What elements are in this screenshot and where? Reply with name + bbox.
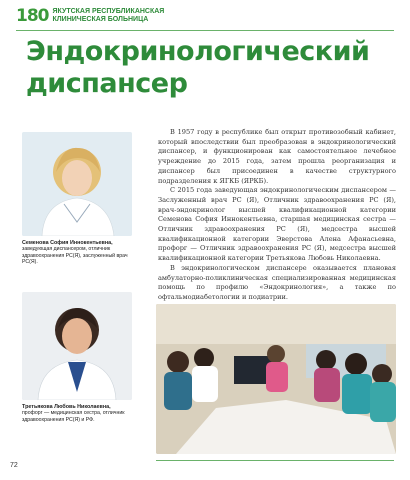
body-paragraph-1: В 1957 году в республике был открыт противозобный кабинет, который впоследствии был преобразован в эндокринологический диспансер, и функционирован как самостоятельное лечебное учреждение до 2015 года, затем прошла реорганизация и диспансер был присоединен в качестве структурного подразделения к ЯГКБ (ЯРКБ). — [158, 128, 396, 185]
portrait-photo-semenova — [22, 132, 132, 236]
logo-line1: ЯКУТСКАЯ РЕСПУБЛИКАНСКАЯ — [52, 8, 165, 15]
header — [16, 6, 164, 30]
staff-group-photo — [156, 304, 396, 454]
page-title — [26, 36, 396, 100]
logo-text — [53, 8, 165, 24]
article-body — [158, 128, 396, 303]
title-line1: Эндокринологический — [26, 36, 370, 67]
logo-line2: КЛИНИЧЕСКАЯ БОЛЬНИЦА — [52, 16, 149, 23]
caption-semenova-name: Семенова София Иннокентьевна, — [22, 240, 113, 246]
caption-tretyakova-text: профорг — медицинская сестра, отличник здравоохранения РС(Я) и РФ. — [22, 410, 125, 423]
body-paragraph-2: С 2015 года заведующая эндокринологическим диспансером — Заслуженный врач РС (Я), Отличник здравоохранения РС (Я), врач-эндокринолог высшей квалификационной категории Семенова София Иннокентьевна, старшая медицинская сестра — Отличник здравоохранения РС (Я), медсестра высшей квалификационной категории Эверстова Алена Афанасьевна, профорг — Отличник здравоохранения РС (Я), медсестра высшей квалификационной категории Третьякова Любовь Николаевна. — [158, 186, 396, 263]
header-divider — [16, 30, 394, 31]
caption-tretyakova-name: Третьякова Любовь Николаевна, — [22, 404, 111, 410]
caption-tretyakova — [22, 404, 132, 423]
portrait-photo-tretyakova — [22, 292, 132, 400]
bottom-divider — [156, 460, 394, 461]
page-number: 72 — [10, 462, 18, 469]
caption-semenova-text: заведующая диспансером, отличник здравоохранения РС(Я), заслуженный врач РС(Я). — [22, 246, 128, 266]
logo-number: 180 — [16, 6, 49, 26]
title-line2: диспансер — [26, 68, 188, 99]
caption-semenova — [22, 240, 132, 266]
body-paragraph-3: В эндокринологическом диспансере оказывается плановая амбулаторно-поликлиническая специализированная медицинская помощь по профилю «Эндокринология», а также по офтальмодиабетологии и подиатрии. — [158, 263, 396, 301]
